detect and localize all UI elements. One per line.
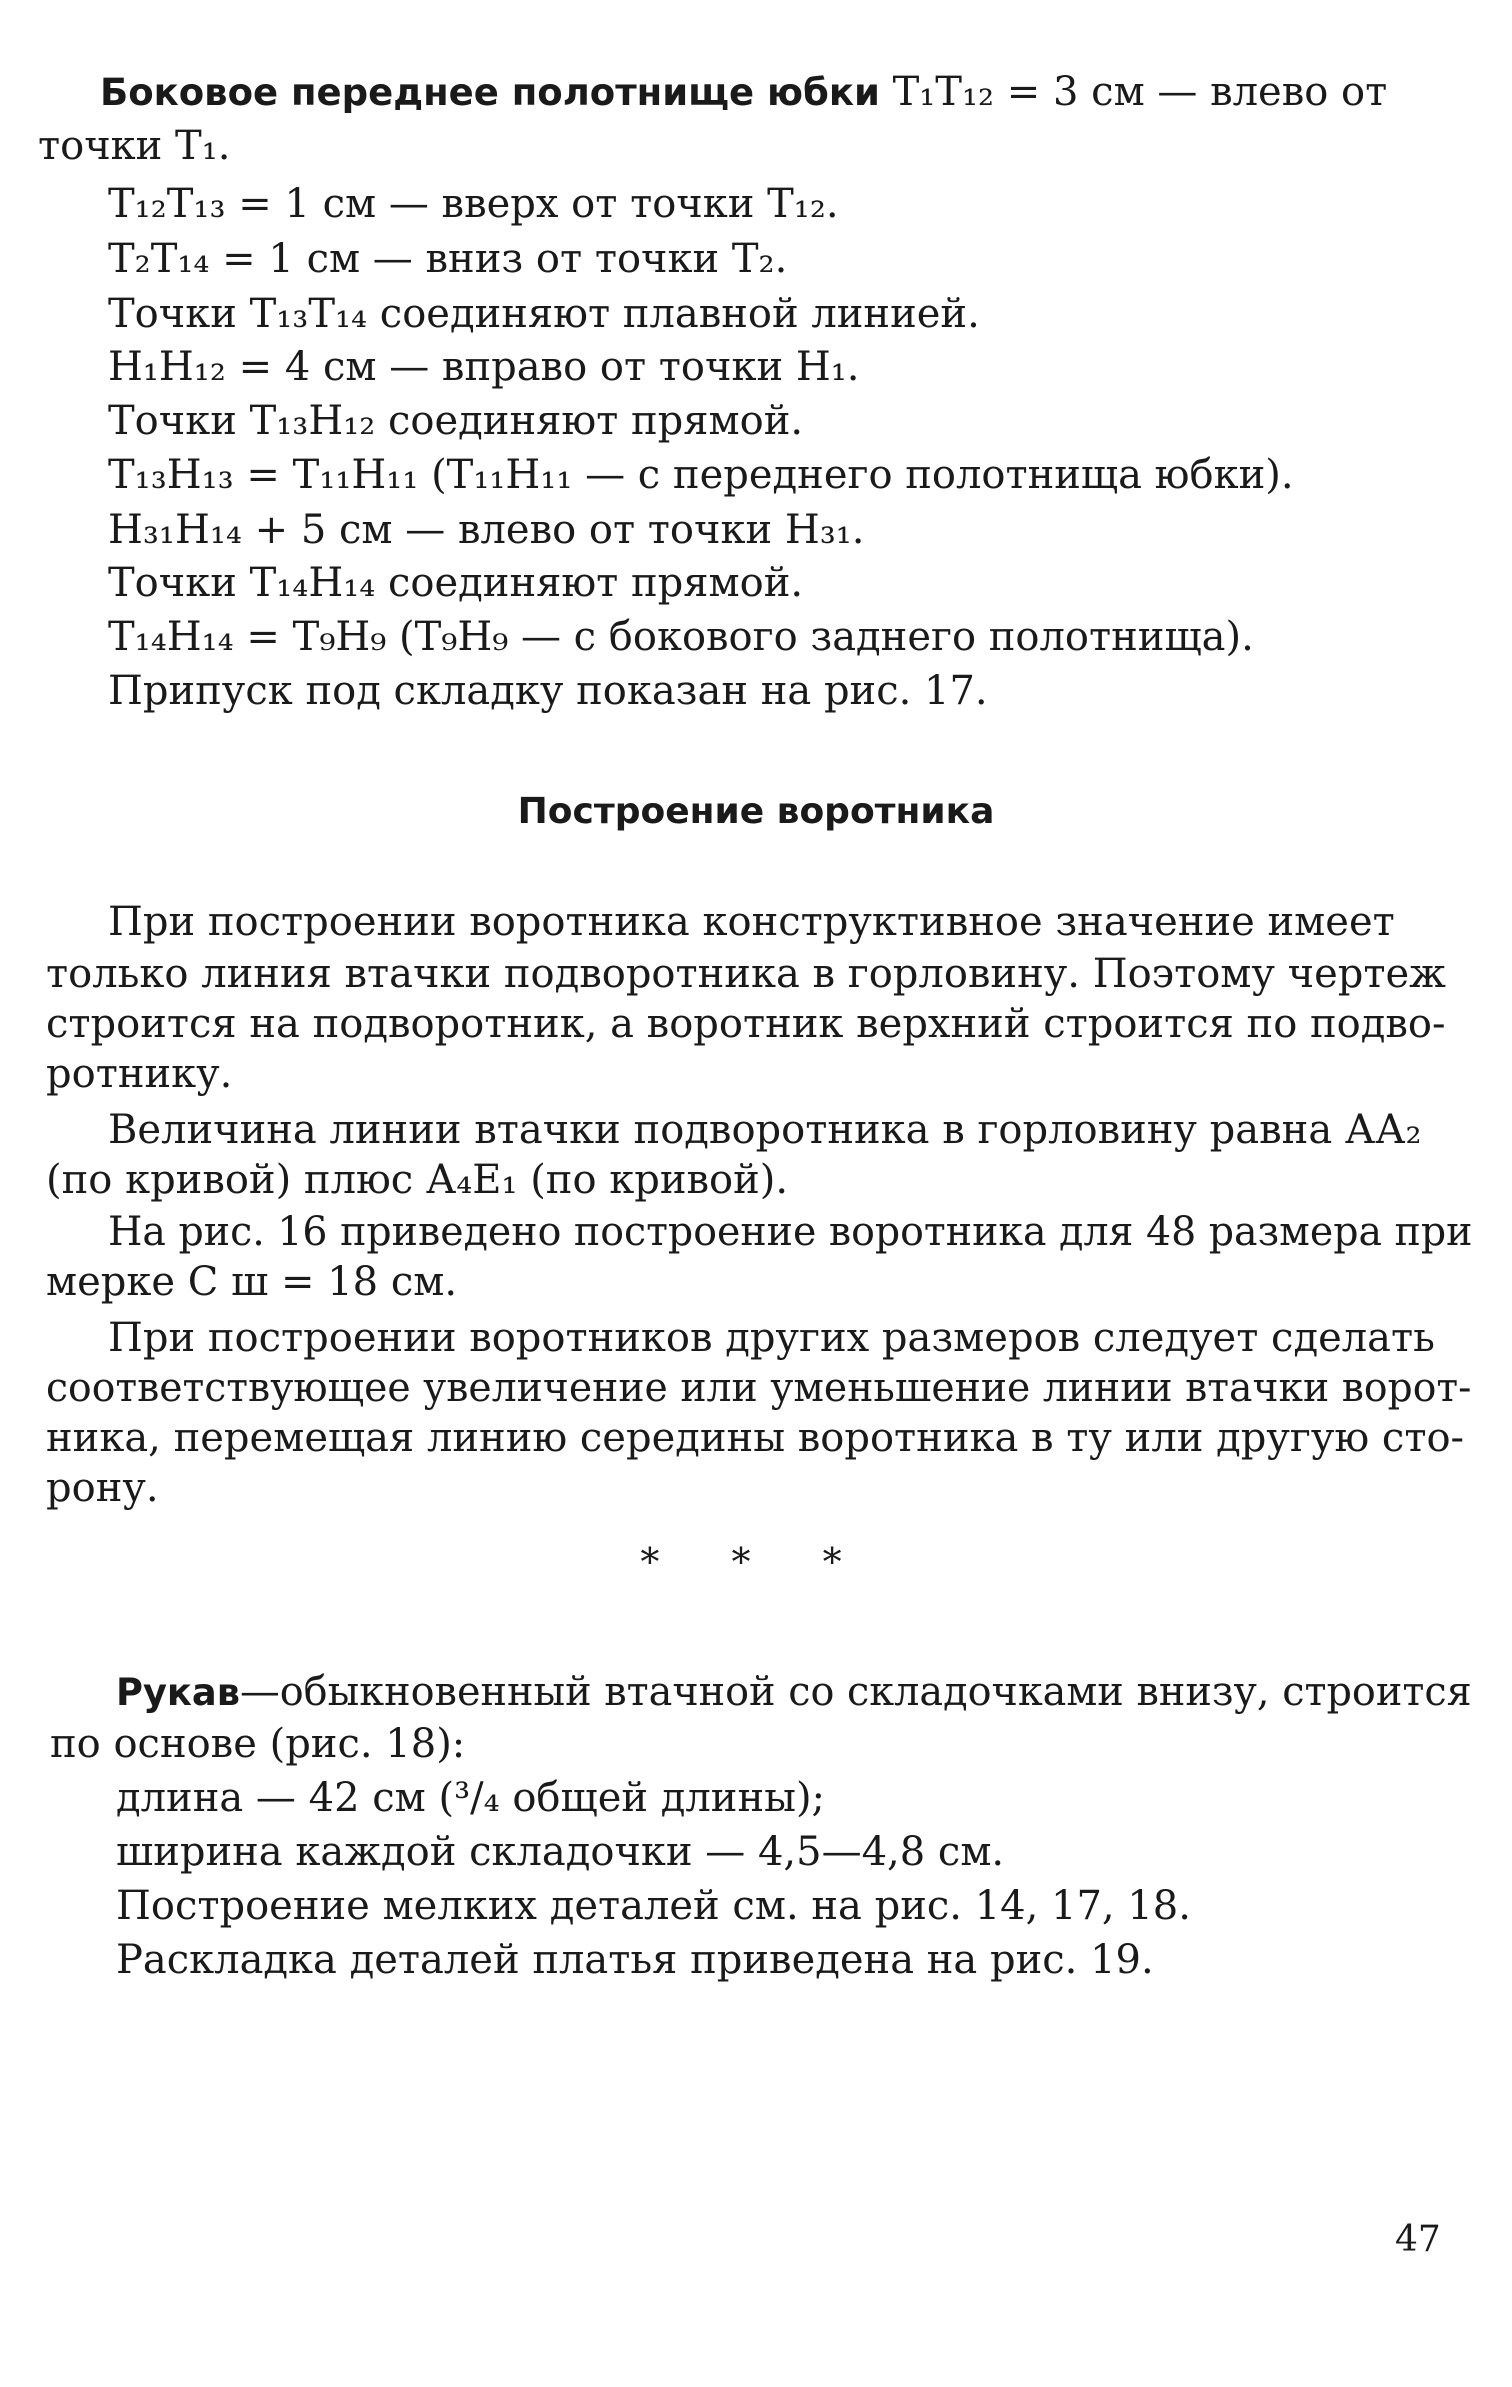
section1-line: Н₃₁Н₁₄ + 5 см — влево от точки Н₃₁. xyxy=(108,507,865,553)
section1-line: Н₁Н₁₂ = 4 см — вправо от точки Н₁. xyxy=(108,344,860,390)
section3-line: по основе (рис. 18): xyxy=(50,1721,466,1767)
section1-continuation: точки Т₁. xyxy=(38,123,231,169)
section1-first-line-rest: Т₁Т₁₂ = 3 см — влево от xyxy=(892,69,1388,115)
section2-line: Величина линии втачки подворотника в горловину равна АА₂ xyxy=(108,1107,1422,1153)
section2-line: мерке С ш = 18 см. xyxy=(46,1259,458,1305)
section2-line: ротнику. xyxy=(46,1051,233,1097)
section2-line: На рис. 16 приведено построение воротника для 48 размера при xyxy=(108,1209,1473,1255)
section1-line: Т₁₃Н₁₃ = Т₁₁Н₁₁ (Т₁₁Н₁₁ — с переднего полотнища юбки). xyxy=(108,452,1294,498)
section3-first-line xyxy=(116,1668,1472,1717)
section1-line: Точки Т₁₄Н₁₄ соединяют прямой. xyxy=(108,560,804,606)
section3-line: длина — 42 см (³/₄ общей длины); xyxy=(116,1775,826,1821)
section2-line: соответствующее увеличение или уменьшение линии втачки ворот- xyxy=(46,1365,1472,1411)
section1-line: Т₂Т₁₄ = 1 см — вниз от точки Т₂. xyxy=(108,236,788,282)
section2-line: ника, перемещая линию середины воротника в ту или другую сто- xyxy=(46,1415,1465,1461)
section-heading: Построение воротника xyxy=(517,791,995,832)
section2-line: строится на подворотник, а воротник верхний строится по подво- xyxy=(46,1001,1446,1047)
section2-line: рону. xyxy=(46,1465,159,1511)
section1-line: Т₁₂Т₁₃ = 1 см — вверх от точки Т₁₂. xyxy=(108,181,839,227)
section3-line: Раскладка деталей платья приведена на рис. 19. xyxy=(116,1937,1154,1983)
page-number: 47 xyxy=(1395,2219,1441,2260)
section-separator: * * * xyxy=(640,1540,872,1584)
section1-line: Точки Т₁₃Т₁₄ соединяют плавной линией. xyxy=(108,291,980,337)
section3-line: Построение мелких деталей см. на рис. 14, 17, 18. xyxy=(116,1883,1191,1929)
section2-line: (по кривой) плюс А₄Е₁ (по кривой). xyxy=(46,1157,789,1203)
section2-line: только линия втачки подворотника в горловину. Поэтому чертеж xyxy=(46,951,1446,997)
section3-bold-lead: Рукав xyxy=(116,1671,240,1714)
section1-bold-lead: Боковое переднее полотнище юбки xyxy=(100,71,880,114)
section1-line: Точки Т₁₃Н₁₂ соединяют прямой. xyxy=(108,398,804,444)
section2-line: При построении воротников других размеров следует сделать xyxy=(108,1315,1435,1361)
section3-line: ширина каждой складочки — 4,5—4,8 см. xyxy=(116,1829,1005,1875)
section1-line: Припуск под складку показан на рис. 17. xyxy=(108,668,988,714)
section1-line: Т₁₄Н₁₄ = Т₉Н₉ (Т₉Н₉ — с бокового заднего полотнища). xyxy=(108,614,1254,660)
section3-first-line-rest: —обыкновенный втачной со складочками внизу, строится xyxy=(239,1669,1472,1715)
section1-first-line xyxy=(100,68,1387,117)
section2-line: При построении воротника конструктивное значение имеет xyxy=(108,899,1395,945)
